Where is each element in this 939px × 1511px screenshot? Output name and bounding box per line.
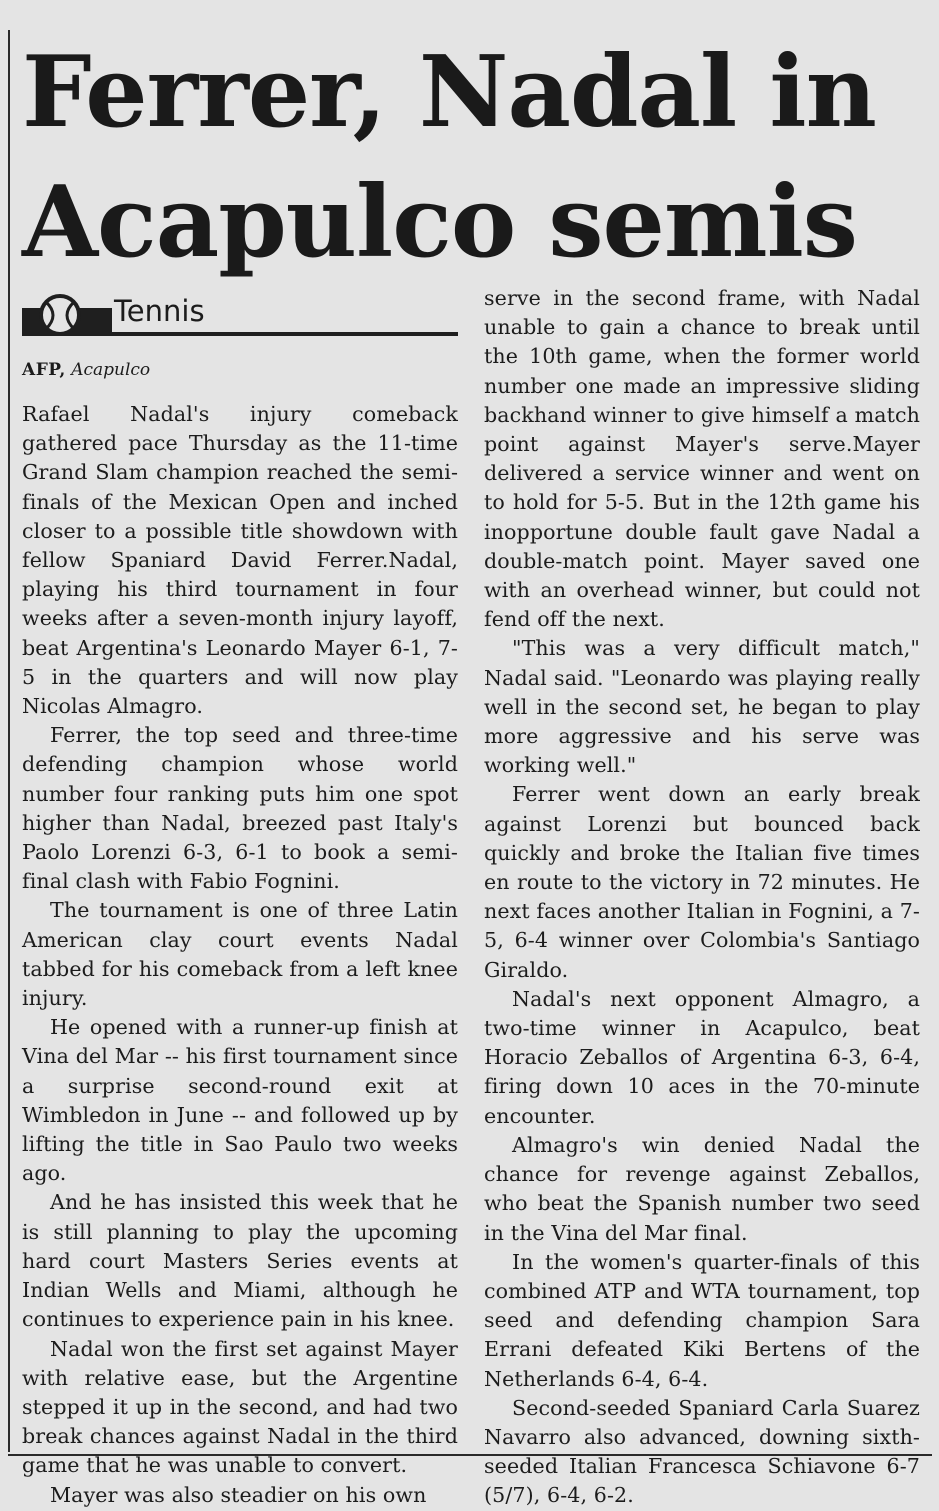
byline — [22, 356, 150, 384]
paragraph: Almagro's win denied Nadal the chance for revenge against Zeballos, who beat the Spanish number two seed in the Vina del Mar final. — [484, 1132, 920, 1245]
paragraph: Nadal won the first set against Mayer with relative ease, but the Argentine stepped it up in the second, and had two break chances against Nadal in the third game that he was unable to convert. — [22, 1336, 458, 1478]
paragraph: Nadal's next opponent Almagro, a two-time winner in Acapulco, beat Horacio Zeballos of Argentina 6-3, 6-4, firing down 10 aces in the 70-minute encounter. — [484, 986, 920, 1128]
paragraph: Ferrer went down an early break against Lorenzi but bounced back quickly and broke the Italian five times en route to the victory in 72 minutes. He next faces another Italian in Fognini, a 7-5, 6-4 winner over Colombia's Santiago Giraldo. — [484, 782, 920, 982]
paragraph: And he has insisted this week that he is still planning to play the upcoming hard court Masters Series events at Indian Wells and Miami, although he continues to experience pain in his knee. — [22, 1190, 458, 1332]
page-border-left — [8, 30, 10, 1452]
section-rule — [22, 332, 458, 336]
section-tag — [22, 288, 458, 336]
paragraph: "This was a very difficult match," Nadal said. "Leonardo was playing really well in the second set, he began to play more aggressive and his serve was working well." — [484, 636, 920, 778]
paragraph: He opened with a runner-up finish at Vina del Mar -- his first tournament since a surprise second-round exit at Wimbledon in June -- and followed up by lifting the title in Sao Paulo two weeks ago. — [22, 1015, 458, 1186]
headline: Ferrer, Nadal in Acapulco semis — [22, 35, 876, 280]
paragraph: Second-seeded Spaniard Carla Suarez Navarro also advanced, downing sixth-seeded Italian Francesca Schiavone 6-7 (5/7), 6-4, 6-2. — [484, 1395, 920, 1508]
tennis-ball-icon — [22, 294, 112, 334]
article-column-1 — [22, 400, 458, 1510]
paragraph: Rafael Nadal's injury comeback gathered pace Thursday as the 11-time Grand Slam champion reached the semi-finals of the Mexican Open and inched closer to a possible title showdown with fellow Spaniard David Ferrer.Nadal, playing his third tournament in four weeks after a seven-month injury layoff, beat Argentina's Leonardo Mayer 6-1, 7-5 in the quarters and will now play Nicolas Almagro. — [22, 402, 458, 719]
paragraph-continued: serve in the second frame, with Nadal unable to gain a chance to break until the 10th game, when the former world number one made an impressive sliding backhand winner to give himself a match point against Mayer's serve.Mayer delivered a service winner and went on to hold for 5-5. But in the 12th game his inopportune double fault gave Nadal a double-match point. Mayer saved one with an overhead winner, but could not fend off the next. — [484, 286, 920, 632]
section-label: Tennis — [114, 294, 205, 328]
paragraph: In the women's quarter-finals of this combined ATP and WTA tournament, top seed and defending champion Sara Errani defeated Kiki Bertens of the Netherlands 6-4, 6-4. — [484, 1249, 920, 1391]
article-column-2 — [484, 284, 920, 1511]
paragraph: Mayer was also steadier on his own — [50, 1482, 427, 1507]
paragraph: Ferrer, the top seed and three-time defending champion whose world number four ranking puts him one spot higher than Nadal, breezed past Italy's Paolo Lorenzi 6-3, 6-1 to book a semi-final clash with Fabio Fognini. — [22, 723, 458, 894]
paragraph: The tournament is one of three Latin American clay court events Nadal tabbed for his comeback from a left knee injury. — [22, 898, 458, 1011]
byline-agency: AFP, — [22, 360, 66, 380]
byline-dateline: Acapulco — [71, 360, 151, 380]
